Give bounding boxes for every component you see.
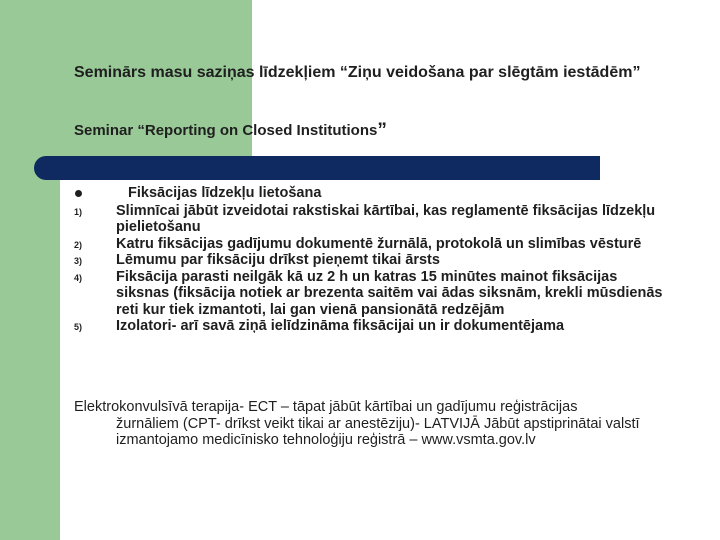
list-item-text: Izolatori- arī savā ziņā ielīdzināma fiksācijai un ir dokumentējama [116, 318, 565, 334]
subtitle-close-quote: ” [377, 120, 387, 141]
list-marker: 1) [74, 206, 83, 217]
title-divider-bar [34, 156, 600, 180]
list-item-text: Fiksācija parasti neilgāk kā uz 2 h un katras 15 minūtes mainot fiksācijas siksnas (fiksācija notiek ar brezenta saitēm vai ādas siksnām, krekli mūsdienās reti kur tiek izmantoti, lai gan vienā pansionātā redzējām [116, 268, 663, 318]
footer-line-2: žurnāliem (CPT- drīkst veikt tikai ar anestēziju)- LATVIJĀ Jābūt apstiprinātai valstī izmantojamo medicīnisko tehnoloģiju reģistrā – www.vsmta.gov.lv [116, 415, 640, 448]
list-marker: 4) [74, 272, 83, 283]
bullet-list [74, 185, 664, 335]
list-item [74, 236, 664, 253]
list-item-heading [74, 185, 664, 202]
list-item-text: Katru fiksācijas gadījumu dokumentē žurnālā, protokolā un slimības vēsturē [116, 235, 642, 252]
left-accent-strip [0, 0, 60, 540]
subtitle-text: Seminar “Reporting on Closed Institutions [74, 122, 378, 139]
footer-line-1: Elektrokonvulsīvā terapija- ECT – tāpat jābūt kārtībai un gadījumu reģistrācijas [74, 399, 578, 415]
footer-note [74, 399, 674, 449]
list-item [74, 318, 664, 335]
bullet-dot-icon [75, 190, 82, 197]
list-item [74, 203, 664, 236]
list-item-text: Slimnīcai jābūt izveidotai rakstiskai kārtībai, kas reglamentē fiksācijas līdzekļu pielietošanu [116, 202, 656, 235]
list-marker: 5) [74, 322, 83, 332]
bullet-heading: Fiksācijas līdzekļu lietošana [128, 185, 322, 201]
list-item-text: Lēmumu par fiksāciju drīkst pieņemt tikai ārsts [116, 252, 440, 268]
list-item [74, 269, 664, 319]
slide-subtitle [74, 121, 674, 141]
list-marker: 2) [74, 239, 83, 250]
list-marker: 3) [74, 256, 83, 266]
list-item [74, 252, 664, 269]
slide-title: Seminārs masu saziņas līdzekļiem “Ziņu veidošana par slēgtām iestādēm” [74, 64, 641, 81]
top-accent-block [60, 0, 252, 170]
